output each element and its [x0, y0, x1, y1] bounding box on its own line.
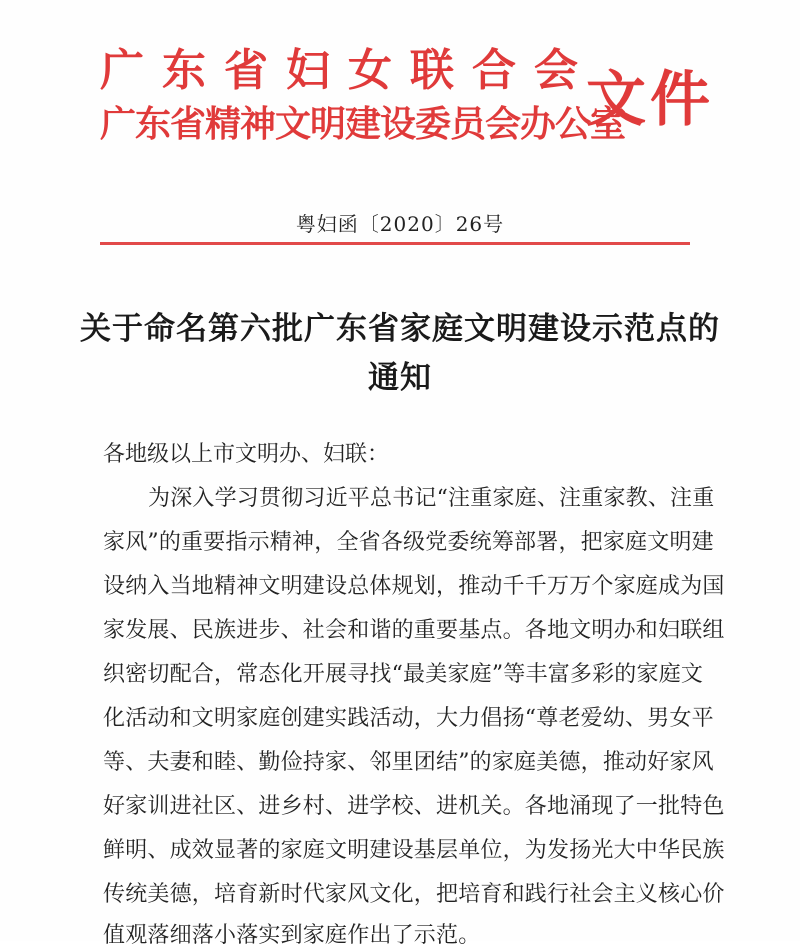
body-line: 传统美德，培育新时代家风文化，把培育和践行社会主义核心价 [103, 882, 725, 907]
document-title-line-1: 关于命名第六批广东省家庭文明建设示范点的 [80, 311, 720, 347]
document-number: 粤妇函〔2020〕26号 [295, 212, 505, 236]
body-line: 设纳入当地精神文明建设总体规划，推动千千万万个家庭成为国 [103, 574, 725, 599]
letterhead-org-1: 广东省妇女联合会 [100, 45, 596, 96]
letterhead-doc-type: 文件 [586, 65, 714, 135]
body-line: 家发展、民族进步、社会和谐的重要基点。各地文明办和妇联组 [103, 618, 725, 643]
salutation: 各地级以上市文明办、妇联： [103, 442, 390, 467]
red-divider-rule [100, 242, 690, 245]
letterhead-org-2: 广东省精神文明建设委员会办公室 [100, 103, 626, 145]
body-line: 织密切配合，常态化开展寻找“最美家庭”等丰富多彩的家庭文 [103, 662, 704, 687]
body-line: 家风”的重要指示精神，全省各级党委统筹部署，把家庭文明建 [103, 530, 714, 555]
body-line: 鲜明、成效显著的家庭文明建设基层单位，为发扬光大中华民族 [103, 838, 725, 863]
body-line: 为深入学习贯彻习近平总书记“注重家庭、注重家教、注重 [148, 486, 715, 511]
body-line: 好家训进社区、进乡村、进学校、进机关。各地涌现了一批特色 [103, 794, 725, 819]
body-line: 值观落细落小落实到家庭作出了示范。 [103, 923, 481, 948]
body-line: 等、夫妻和睦、勤俭持家、邻里团结”的家庭美德，推动好家风 [103, 750, 714, 775]
document-title-line-2: 通知 [368, 360, 432, 396]
body-line: 化活动和文明家庭创建实践活动，大力倡扬“尊老爱幼、男女平 [103, 706, 714, 731]
